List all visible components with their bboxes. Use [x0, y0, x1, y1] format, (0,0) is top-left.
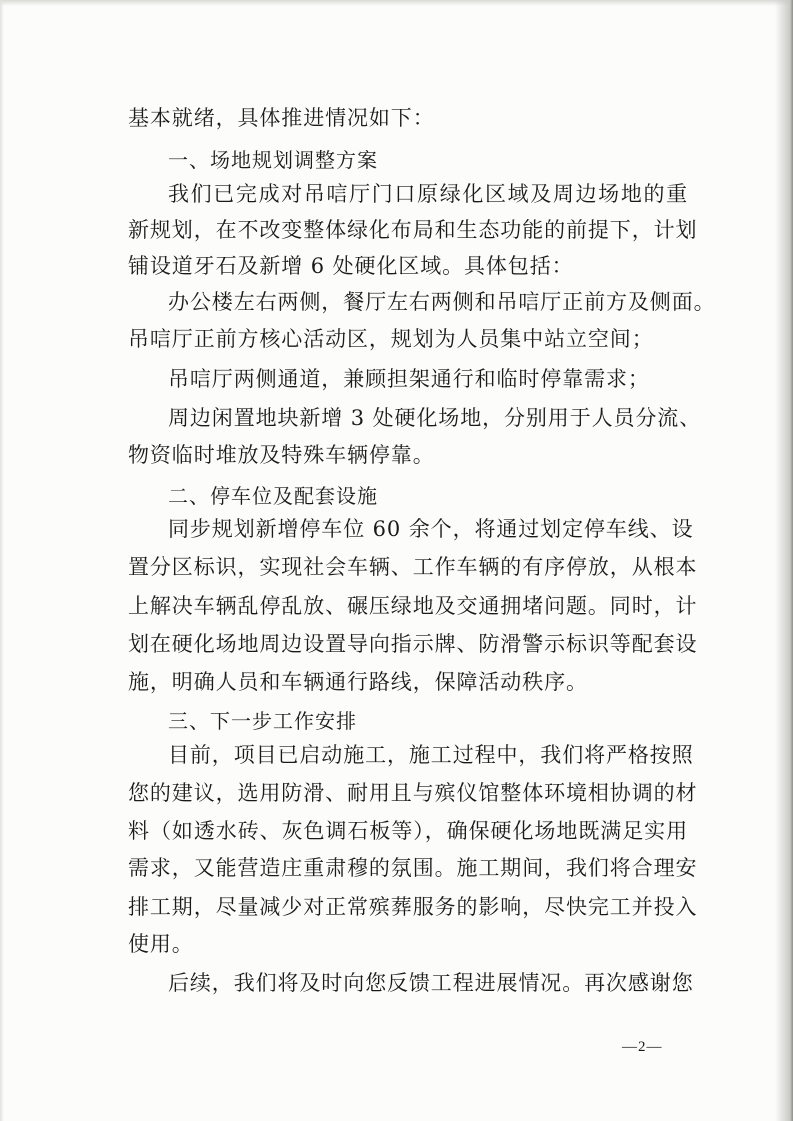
body-line: 物资临时堆放及特殊车辆停靠。 [128, 443, 435, 467]
section-heading: 二、停车位及配套设施 [168, 484, 378, 508]
body-line: 需求，又能营造庄重肃穆的氛围。施工期间，我们将合理安 [128, 856, 698, 880]
body-line: 目前，项目已启动施工，施工过程中，我们将严格按照 [168, 743, 694, 767]
body-line: 后续，我们将及时向您反馈工程进展情况。再次感谢您 [168, 971, 694, 995]
body-line: 基本就绪，具体推进情况如下： [128, 106, 435, 130]
body-line: 排工期，尽量减少对正常殡葬服务的影响，尽快完工并投入 [128, 895, 698, 919]
body-line: 使用。 [128, 932, 194, 956]
body-line: 划在硬化场地周边设置导向指示牌、防滑警示标识等配套设 [128, 632, 698, 656]
scan-edge-top [0, 0, 793, 6]
section-heading: 一、场地规划调整方案 [168, 148, 378, 172]
body-line: 置分区标识，实现社会车辆、工作车辆的有序停放，从根本 [128, 555, 698, 579]
body-line: 办公楼左右两侧，餐厅左右两侧和吊唁厅正前方及侧面。 [168, 290, 716, 314]
body-line: 施，明确人员和车辆通行路线，保障活动秩序。 [128, 670, 588, 694]
scan-edge-left [0, 0, 4, 1121]
body-line: 您的建议，选用防滑、耐用且与殡仪馆整体环境相协调的材 [128, 781, 698, 805]
body-line: 吊唁厅两侧通道，兼顾担架通行和临时停靠需求； [168, 367, 650, 391]
body-line: 周边闲置地块新增 3 处硬化场地，分别用于人员分流、 [168, 406, 702, 430]
page-number: —2— [622, 1039, 663, 1055]
body-line: 同步规划新增停车位 60 余个，将通过划定停车线、设 [168, 517, 694, 541]
body-line: 料（如透水砖、灰色调石板等），确保硬化场地既满足实用 [128, 819, 688, 843]
body-line: 吊唁厅正前方核心活动区，规划为人员集中站立空间； [128, 327, 654, 351]
body-line: 新规划，在不改变整体绿化布局和生态功能的前提下，计划 [128, 218, 698, 242]
body-line: 上解决车辆乱停乱放、碾压绿地及交通拥堵问题。同时，计 [128, 594, 698, 618]
body-line: 铺设道牙石及新增 6 处硬化区域。具体包括： [128, 254, 574, 278]
scan-edge-right [775, 0, 793, 1121]
section-heading: 三、下一步工作安排 [168, 709, 357, 733]
body-line: 我们已完成对吊唁厅门口原绿化区域及周边场地的重 [168, 182, 688, 206]
